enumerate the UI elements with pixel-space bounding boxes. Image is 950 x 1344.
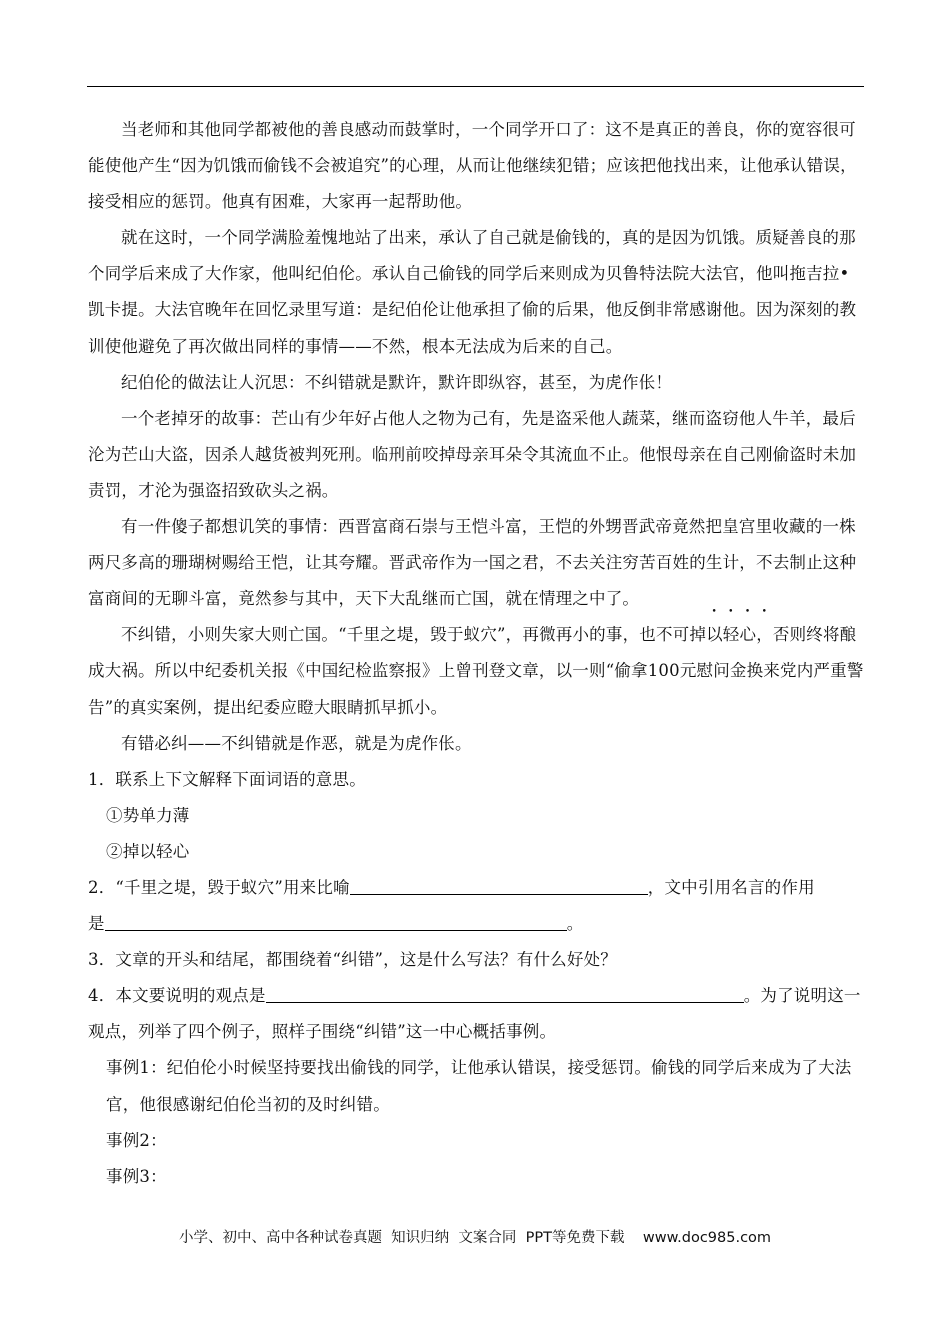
paragraph-3: 纪伯伦的做法让人沉思：不纠错就是默许，默许即纵容，甚至，为虎作伥！ — [121, 372, 673, 392]
question-1-item-a: ①势单力薄 — [106, 805, 190, 825]
paragraph-6-after: ，否则终将酿成大祸。所以中纪委机关报《中国纪检监察报》上曾刊登文章，以一则“偷拿100元慰问金换来党内严重警告”的真实案例，提出纪委应瞪大眼睛抓早抓小。 — [88, 625, 864, 717]
question-3: 3．文章的开头和结尾，都围绕着“纠错”，这是什么写法？有什么好处？ — [88, 950, 617, 970]
question-2-text-d: 。 — [566, 914, 584, 934]
question-1: 1．联系上下文解释下面词语的意思。 — [88, 769, 366, 789]
emphasis-char: 心 — [739, 625, 757, 645]
answer-blank[interactable] — [350, 876, 648, 895]
question-4 — [88, 978, 864, 1050]
paragraph-7: 有错必纠——不纠错就是作恶，就是为虎作伥。 — [121, 733, 472, 753]
example-3: 事例3： — [106, 1166, 167, 1186]
header-rule — [87, 86, 864, 87]
paragraph-1: 当老师和其他同学都被他的善良感动而鼓掌时，一个同学开口了：这不是真正的善良，你的宽容很可能使他产生“因为饥饿而偷钱不会被追究”的心理，从而让他继续犯错；应该把他找出来，让他承认错误，接受相应的惩罚。他真有困难，大家再一起帮助他。 — [88, 120, 857, 212]
paragraph-2: 就在这时，一个同学满脸羞愧地站了出来，承认了自己就是偷钱的，真的是因为饥饿。质疑善良的那个同学后来成了大作家，他叫纪伯伦。承认自己偷钱的同学后来则成为贝鲁特法院大法官，他叫拖吉拉•凯卡提。大法官晚年在回忆录里写道：是纪伯伦让他承担了偷的后果，他反倒非常感谢他。因为深刻的教训使他避免了再次做出同样的事情——不然，根本无法成为后来的自己。 — [88, 228, 857, 356]
paragraph-6 — [88, 617, 864, 725]
question-4-text-a: 4．本文要说明的观点是 — [88, 986, 266, 1006]
question-2-text-c: 是 — [88, 914, 105, 934]
question-2-text-a: 2．“千里之堤，毁于蚁穴”用来比喻 — [88, 877, 350, 897]
example-1: 事例1：纪伯伦小时候坚持要找出偷钱的同学，让他承认错误，接受惩罚。偷钱的同学后来成为了大法官，他很感谢纪伯伦当初的及时纠错。 — [106, 1058, 852, 1114]
question-4-text-b: 。为了说明这一观点，列举了四个例子，照样子围绕“纠错”这一中心概括事例。 — [88, 986, 861, 1042]
paragraph-6-before: 不纠错，小则失家大则亡国。“千里之堤，毁于蚁穴”，再微再小的事，也不可 — [121, 625, 690, 645]
emphasis-char: 以 — [706, 625, 723, 645]
emphasis-char: 轻 — [722, 625, 740, 645]
emphasis-char: 掉 — [689, 625, 707, 645]
document-body — [88, 112, 864, 1195]
question-2-text-b: ，文中引用名言的作用 — [647, 877, 815, 897]
question-2 — [88, 870, 864, 942]
answer-blank[interactable] — [105, 912, 567, 931]
question-1-item-b: ②掉以轻心 — [106, 841, 190, 861]
paragraph-4: 一个老掉牙的故事：芒山有少年好占他人之物为己有，先是盗采他人蔬菜，继而盗窃他人牛羊，最后沦为芒山大盗，因杀人越货被判死刑。临刑前咬掉母亲耳朵令其流血不止。他恨母亲在自己刚偷盗时未加责罚，才沦为强盗招致砍头之祸。 — [88, 408, 857, 500]
paragraph-5: 有一件傻子都想讥笑的事情：西晋富商石崇与王恺斗富，王恺的外甥晋武帝竟然把皇宫里收藏的一株两尺多高的珊瑚树赐给王恺，让其夸耀。晋武帝作为一国之君，不去关注穷苦百姓的生计，不去制止这种富商间的无聊斗富，竟然参与其中，天下大乱继而亡国，就在情理之中了。 — [88, 517, 857, 609]
example-2: 事例2： — [106, 1130, 167, 1150]
page-footer: 小学、初中、高中各种试卷真题 知识归纳 文案合同 PPT等免费下载 www.doc985.com — [178, 1230, 772, 1246]
answer-blank[interactable] — [266, 984, 744, 1003]
